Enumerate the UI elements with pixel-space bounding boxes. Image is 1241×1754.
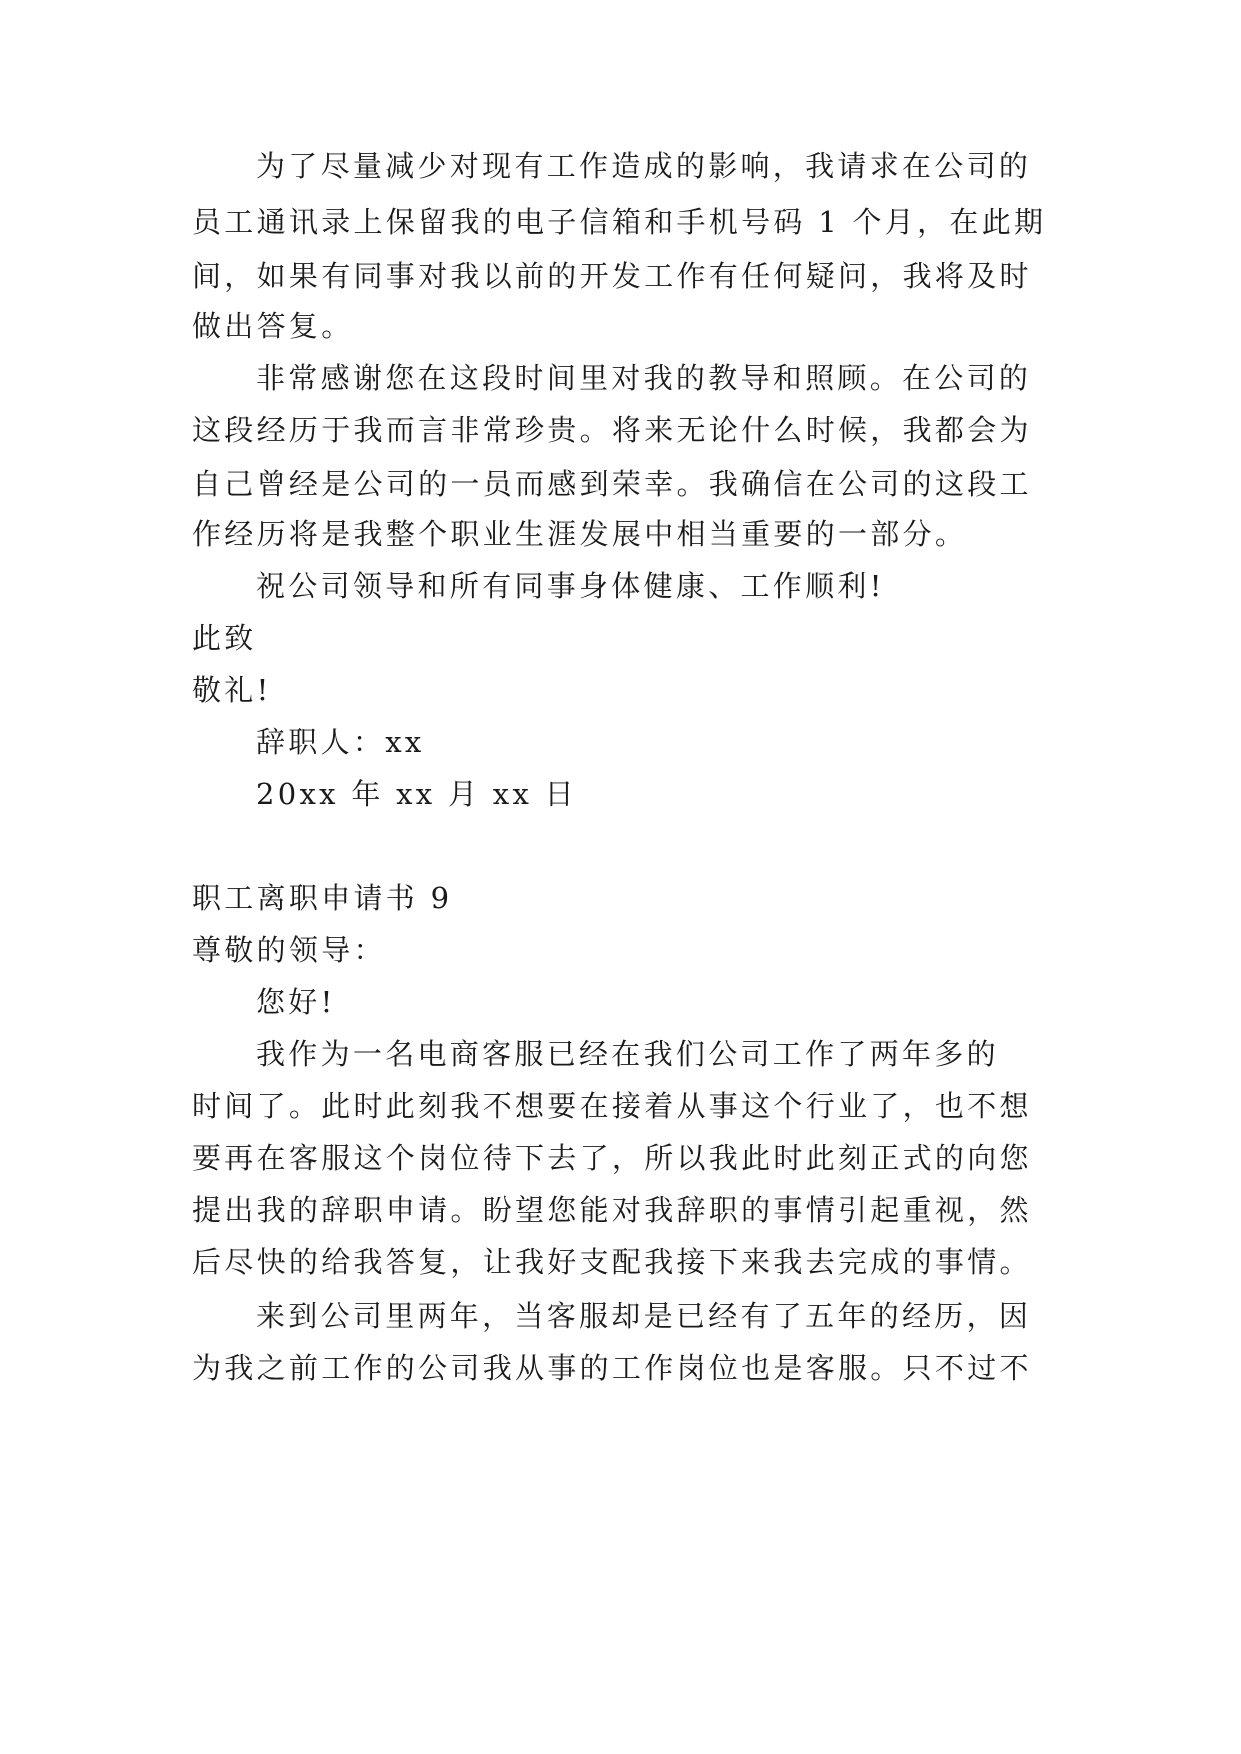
paragraph-4-line-2: 为我之前工作的公司我从事的工作岗位也是客服。只不过不 xyxy=(192,1351,1032,1385)
closing-line-1: 此致 xyxy=(192,621,257,655)
paragraph-3-line-2: 时间了。此时此刻我不想要在接着从事这个行业了，也不想 xyxy=(192,1089,1032,1123)
paragraph-1-line-1: 为了尽量减少对现有工作造成的影响，我请求在公司的 xyxy=(256,149,1032,183)
paragraph-1-line-3: 间，如果有同事对我以前的开发工作有任何疑问，我将及时 xyxy=(192,259,1032,293)
paragraph-3-line-1: 我作为一名电商客服已经在我们公司工作了两年多的 xyxy=(256,1037,999,1071)
paragraph-2-line-4: 作经历将是我整个职业生涯发展中相当重要的一部分。 xyxy=(192,517,968,551)
paragraph-1-line-2: 员工通讯录上保留我的电子信箱和手机号码 1 个月，在此期 xyxy=(192,205,1047,239)
paragraph-3-line-3: 要再在客服这个岗位待下去了，所以我此时此刻正式的向您 xyxy=(192,1141,1032,1175)
paragraph-2-line-1: 非常感谢您在这段时间里对我的教导和照顾。在公司的 xyxy=(256,361,1032,395)
date-line: 20xx 年 xx 月 xx 日 xyxy=(256,777,577,811)
paragraph-4-line-1: 来到公司里两年，当客服却是已经有了五年的经历，因 xyxy=(256,1299,1032,1333)
closing-line-2: 敬礼! xyxy=(192,673,272,707)
paragraph-3-line-5: 后尽快的给我答复，让我好支配我接下来我去完成的事情。 xyxy=(192,1245,1032,1279)
paragraph-1-line-4: 做出答复。 xyxy=(192,309,354,343)
section-title: 职工离职申请书 9 xyxy=(192,881,453,915)
signer-line: 辞职人：xx xyxy=(256,725,425,759)
paragraph-3-line-4: 提出我的辞职申请。盼望您能对我辞职的事情引起重视，然 xyxy=(192,1193,1032,1227)
salutation-line: 尊敬的领导： xyxy=(192,933,386,967)
wishes-line: 祝公司领导和所有同事身体健康、工作顺利! xyxy=(256,569,885,603)
paragraph-2-line-2: 这段经历于我而言非常珍贵。将来无论什么时候，我都会为 xyxy=(192,413,1032,447)
paragraph-2-line-3: 自己曾经是公司的一员而感到荣幸。我确信在公司的这段工 xyxy=(192,467,1032,501)
greeting-line: 您好! xyxy=(256,985,336,1019)
